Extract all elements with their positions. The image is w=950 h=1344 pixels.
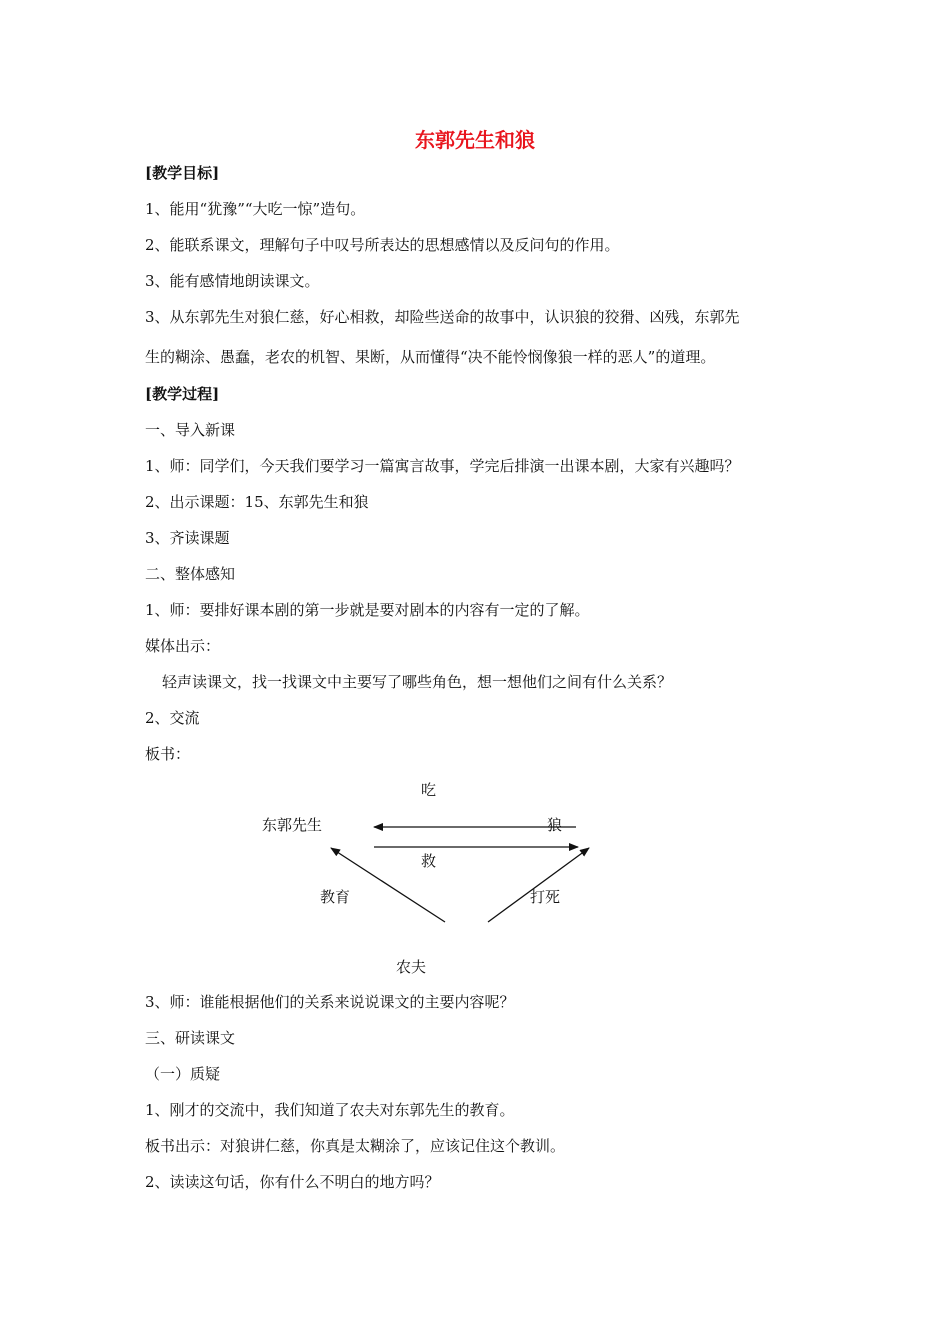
part1-item: 2、出示课题：15、东郭先生和狼 (145, 493, 369, 511)
relationship-diagram (0, 770, 950, 980)
label-farmer: 农夫 (396, 958, 427, 976)
part3-item: 板书出示：对狼讲仁慈，你真是太糊涂了，应该记住这个教训。 (145, 1137, 566, 1155)
label-educate: 教育 (320, 888, 351, 906)
part2-item: 媒体出示： (145, 637, 221, 655)
label-dongguo: 东郭先生 (262, 816, 323, 834)
arrow-kill (488, 848, 589, 922)
label-kill: 打死 (530, 888, 561, 906)
process-heading: [教学过程] (145, 385, 220, 403)
goal-item: 2、能联系课文，理解句子中叹号所表达的思想感情以及反问句的作用。 (145, 236, 620, 254)
goal-item: 3、能有感情地朗读课文。 (145, 272, 320, 290)
part2-after: 3、师：谁能根据他们的关系来说说课文的主要内容呢？ (145, 993, 515, 1011)
goal-item: 3、从东郭先生对狼仁慈，好心相救，却险些送命的故事中，认识狼的狡猾、凶残，东郭先 (145, 308, 740, 326)
part1-heading: 一、导入新课 (145, 421, 236, 439)
part3-heading: 三、研读课文 (145, 1029, 236, 1047)
label-eat: 吃 (421, 781, 437, 799)
part3-item: 1、刚才的交流中，我们知道了农夫对东郭先生的教育。 (145, 1101, 515, 1119)
label-save: 救 (421, 852, 437, 870)
part3-item: 2、读读这句话，你有什么不明白的地方吗？ (145, 1173, 440, 1191)
part2-item: 轻声读课文，找一找课文中主要写了哪些角色，想一想他们之间有什么关系？ (162, 673, 673, 691)
part3-subheading: （一）质疑 (145, 1065, 221, 1083)
part1-item: 1、师：同学们，今天我们要学习一篇寓言故事，学完后排演一出课本剧，大家有兴趣吗？ (145, 457, 740, 475)
goal-item: 生的糊涂、愚蠢，老农的机智、果断，从而懂得“决不能怜悯像狼一样的恶人”的道理。 (145, 348, 716, 366)
goals-heading: [教学目标] (145, 164, 220, 182)
part2-item: 板书： (145, 745, 191, 763)
goal-item: 1、能用“犹豫”“大吃一惊”造句。 (145, 200, 366, 218)
part1-item: 3、齐读课题 (145, 529, 230, 547)
part2-item: 1、师：要排好课本剧的第一步就是要对剧本的内容有一定的了解。 (145, 601, 590, 619)
diagram-arrows (0, 770, 950, 980)
label-wolf: 狼 (547, 816, 563, 834)
part2-heading: 二、整体感知 (145, 565, 236, 583)
part2-item: 2、交流 (145, 709, 200, 727)
page-title: 东郭先生和狼 (415, 128, 535, 152)
